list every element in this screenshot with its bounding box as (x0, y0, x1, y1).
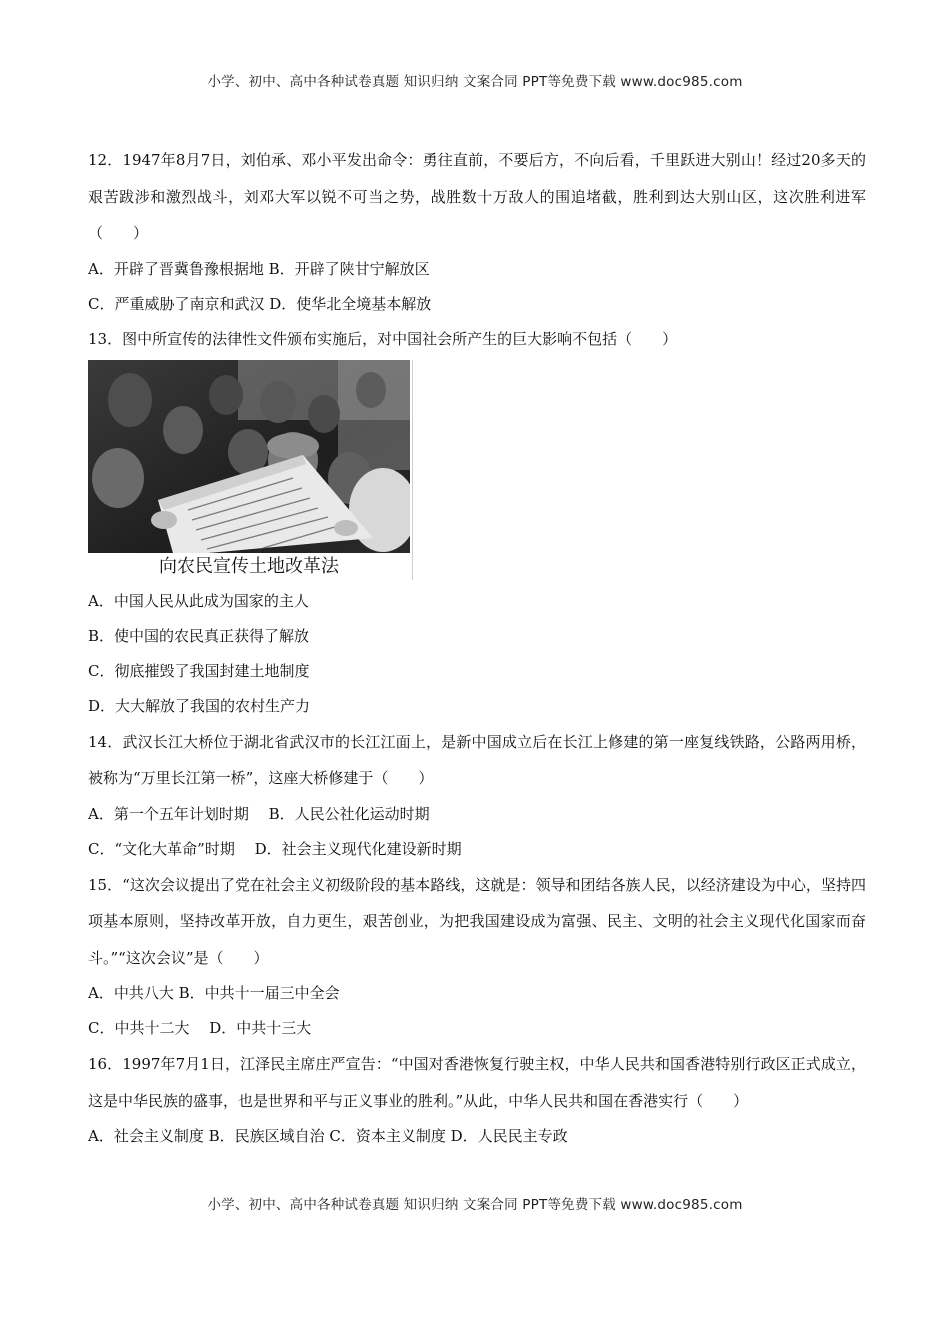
question-15-option-row: C．中共十二大 D．中共十三大 (88, 1019, 312, 1037)
page-footer: 小学、初中、高中各种试卷真题 知识归纳 文案合同 PPT等免费下载 www.doc985.com (207, 1197, 743, 1213)
question-14-stem: 14．武汉长江大桥位于湖北省武汉市的长江江面上，是新中国成立后在长江上修建的第一座复线铁路，公路两用桥，被称为“万里长江第一桥”，这座大桥修建于（ ） (88, 732, 866, 787)
question-12-option-row: C．严重威胁了南京和武汉 D．使华北全境基本解放 (88, 294, 432, 313)
question-13-option-row: A．中国人民从此成为国家的主人 (88, 591, 309, 610)
page-header: 小学、初中、高中各种试卷真题 知识归纳 文案合同 PPT等免费下载 www.doc985.com (207, 74, 743, 90)
question-15-stem: 15．“这次会议提出了党在社会主义初级阶段的基本路线，这就是：领导和团结各族人民，以经济建设为中心，坚持四项基本原则，坚持改革开放，自力更生，艰苦创业，为把我国建设成为富强、民主、文明的社会主义现代化国家而奋斗。”“这次会议”是（ ） (88, 875, 866, 967)
land-reform-photo (88, 360, 413, 580)
question-14-option-row: A．第一个五年计划时期 B．人民公社化运动时期 (88, 804, 430, 823)
question-13-stem: 13．图中所宣传的法律性文件颁布实施后，对中国社会所产生的巨大影响不包括（ ） (88, 329, 678, 348)
question-14-option-row: C．“文化大革命”时期 D．社会主义现代化建设新时期 (88, 839, 462, 858)
question-12-stem: 12．1947年8月7日，刘伯承、邓小平发出命令：勇往直前，不要后方，不向后看，千里跃进大别山！经过20多天的艰苦跋涉和激烈战斗，刘邓大军以锐不可当之势，战胜数十万敌人的围追堵截，胜利到达大别山区，这次胜利进军（ ） (88, 151, 866, 242)
question-15-option-row: A．中共八大 B．中共十一届三中全会 (88, 984, 340, 1002)
question-13-option-row: C．彻底摧毁了我国封建土地制度 (88, 661, 310, 680)
photo-caption: 向农民宣传土地改革法 (159, 555, 339, 577)
question-16-option-row: A．社会主义制度 B．民族区域自治 C．资本主义制度 D．人民民主专政 (88, 1127, 568, 1145)
question-list (88, 142, 866, 1154)
question-13-option-row: B．使中国的农民真正获得了解放 (88, 626, 310, 645)
question-16-stem: 16．1997年7月1日，江泽民主席庄严宣告：“中国对香港恢复行驶主权，中华人民共和国香港特别行政区正式成立，这是中华民族的盛事，也是世界和平与正义事业的胜利。”从此，中华人民共和国在香港实行（ ） (88, 1055, 866, 1110)
land-reform-photo-image (88, 360, 410, 553)
question-12-option-row: A．开辟了晋冀鲁豫根据地 B．开辟了陕甘宁解放区 (88, 259, 430, 278)
question-13-option-row: D．大大解放了我国的农村生产力 (88, 696, 311, 715)
